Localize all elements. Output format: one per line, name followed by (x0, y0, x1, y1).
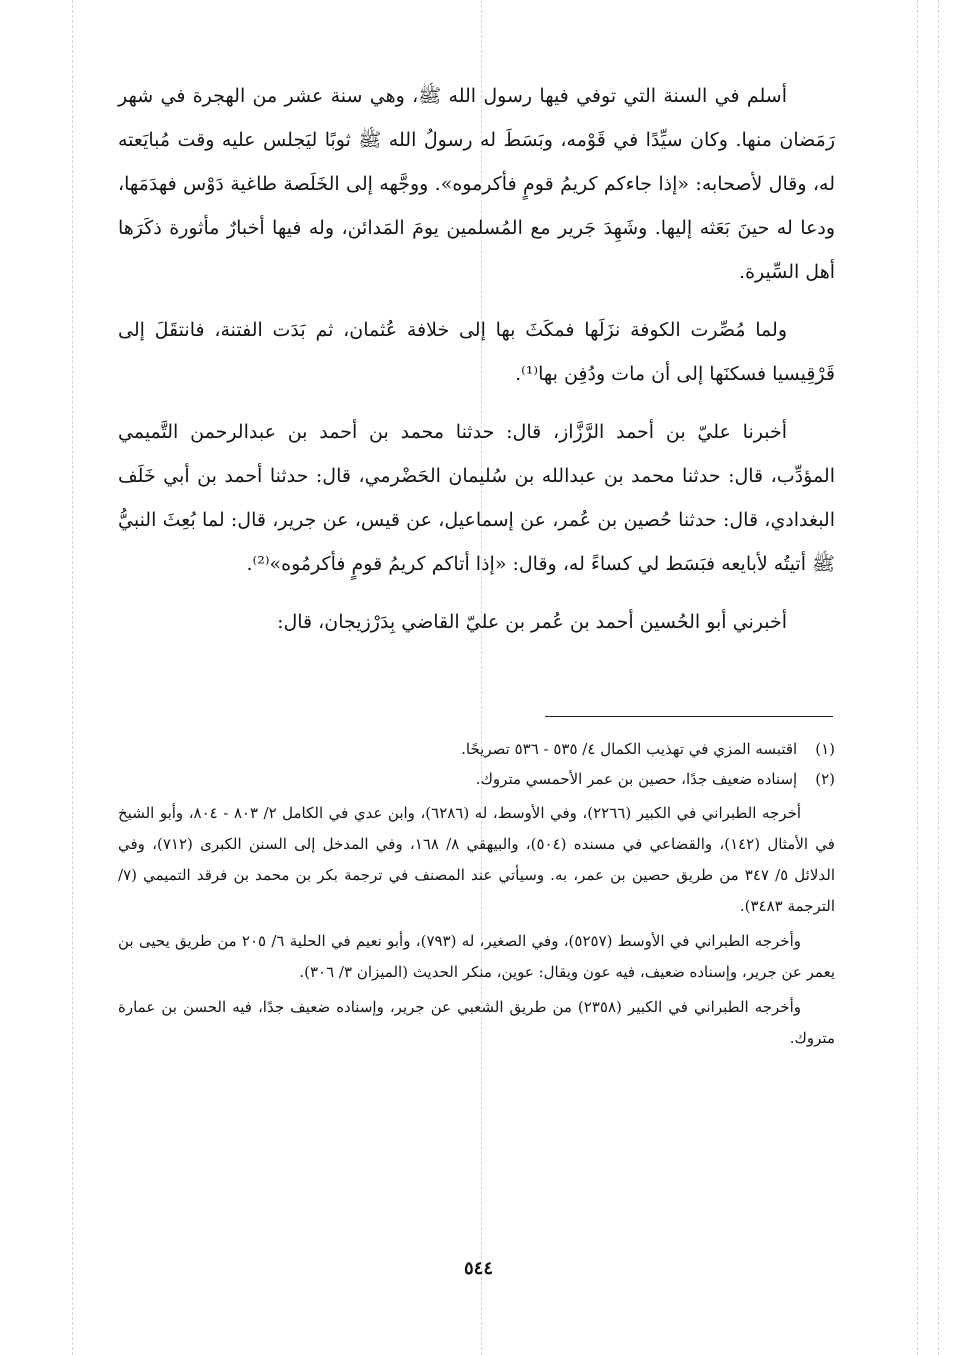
footnote-number: (٢) (815, 770, 835, 788)
footnote-paragraph: وأخرجه الطبراني في الأوسط (٥٢٥٧)، وفي الصغير، له (٧٩٣)، وأبو نعيم في الحلية ٦/ ٢٠٥ من طريق يحيى بن يعمر عن جرير، وإسناده ضعيف، فيه عون ويقال: عوين، منكر الحديث (الميزان ٣/ ٣٠٦). (118, 932, 835, 981)
footnote-paragraph: أخرجه الطبراني في الكبير (٢٢٦٦)، وفي الأوسط، له (٦٢٨٦)، وابن عدي في الكامل ٢/ ٨٠٣ - ٨٠٤، وأبو الشيخ في الأمثال (١٤٢)، والقضاعي في مسنده (٥٠٤)، والبيهقي ٨/ ١٦٨، وفي المدخل إلى السنن الكبرى (٧١٢)، وفي الدلائل ٥/ ٣٤٧ من طريق حصين بن عمر، به. وسيأتي عند المصنف في ترجمة بكر بن محمد بن فرقد التميمي (٧/ الترجمة ٣٤٨٣). (118, 804, 836, 915)
footnote-number: (١) (815, 740, 835, 758)
body-paragraph: أخبرنا عليّ بن أحمد الرَّزَّاز، قال: حدثنا محمد بن أحمد بن عبدالرحمن التَّميمي المؤدِّب، قال: حدثنا محمد بن عبدالله بن سُليمان الحَضْرمي، قال: حدثنا أحمد بن أبي خَلَف البغدادي، قال: حدثنا حُصين بن عُمر، عن إسماعيل، عن قيس، عن جرير، قال: لما بُعِثَ النبيُّ ﷺ أتيتُه لأبايعه فبَسَط لي كساءً له، وقال: «إذا أتاكم كريمُ قومٍ فأكرمُوه»⁽²⁾. (118, 421, 835, 575)
footnote (118, 734, 835, 764)
footnote-text: اقتبسه المزي في تهذيب الكمال ٤/ ٥٣٥ - ٥٣٦ تصريحًا. (461, 740, 798, 758)
footnote-paragraph: وأخرجه الطبراني في الكبير (٢٣٥٨) من طريق الشعبي عن جرير، وإسناده ضعيف جدًا، فيه الحسن بن عمارة متروك. (118, 998, 835, 1047)
scan-guide-line (72, 0, 73, 1355)
footnote-separator (545, 716, 833, 717)
page-number: ٥٤٤ (463, 1258, 493, 1279)
scan-guide-line (917, 0, 918, 1355)
main-text (118, 74, 835, 658)
body-paragraph: ولما مُصِّرت الكوفة نزَلَها فمكَثَ بها إلى خلافة عُثمان، ثم بَدَت الفتنة، فانتقَلَ إلى قَرْقِيسيا فسكنَها إلى أن مات ودُفِن بها⁽¹⁾. (118, 319, 835, 385)
scan-guide-line (938, 0, 939, 1355)
footnote-text: إسناده ضعيف جدًا، حصين بن عمر الأحمسي متروك. (475, 770, 798, 788)
body-paragraph: أسلم في السنة التي توفي فيها رسول الله ﷺ، وهي سنة عشر من الهجرة في شهر رَمَضان منها. وكان سيِّدًا في قَوْمه، وبَسَطَ له رسولُ الله ﷺ ثوبًا ليَجلس عليه وقت مُبايَعته له، وقال لأصحابه: «إذا جاءكم كريمُ قومٍ فأكرموه». ووجَّهه إلى الخَلَصة طاغية دَوْس فهدَمَها، ودعا له حينَ بَعَثه إليها. وشَهِدَ جَرير مع المُسلمين يومَ المَدائن، وله فيها أخبارٌ مأثورة ذكَرَها أهل السِّيرة. (118, 85, 835, 283)
footnote (118, 764, 835, 794)
footnotes (118, 734, 835, 1058)
footnote-continuation (118, 798, 835, 1054)
body-paragraph: أخبرني أبو الحُسين أحمد بن عُمر بن عليّ القاضي بِدَرْزيجان، قال: (277, 611, 787, 633)
